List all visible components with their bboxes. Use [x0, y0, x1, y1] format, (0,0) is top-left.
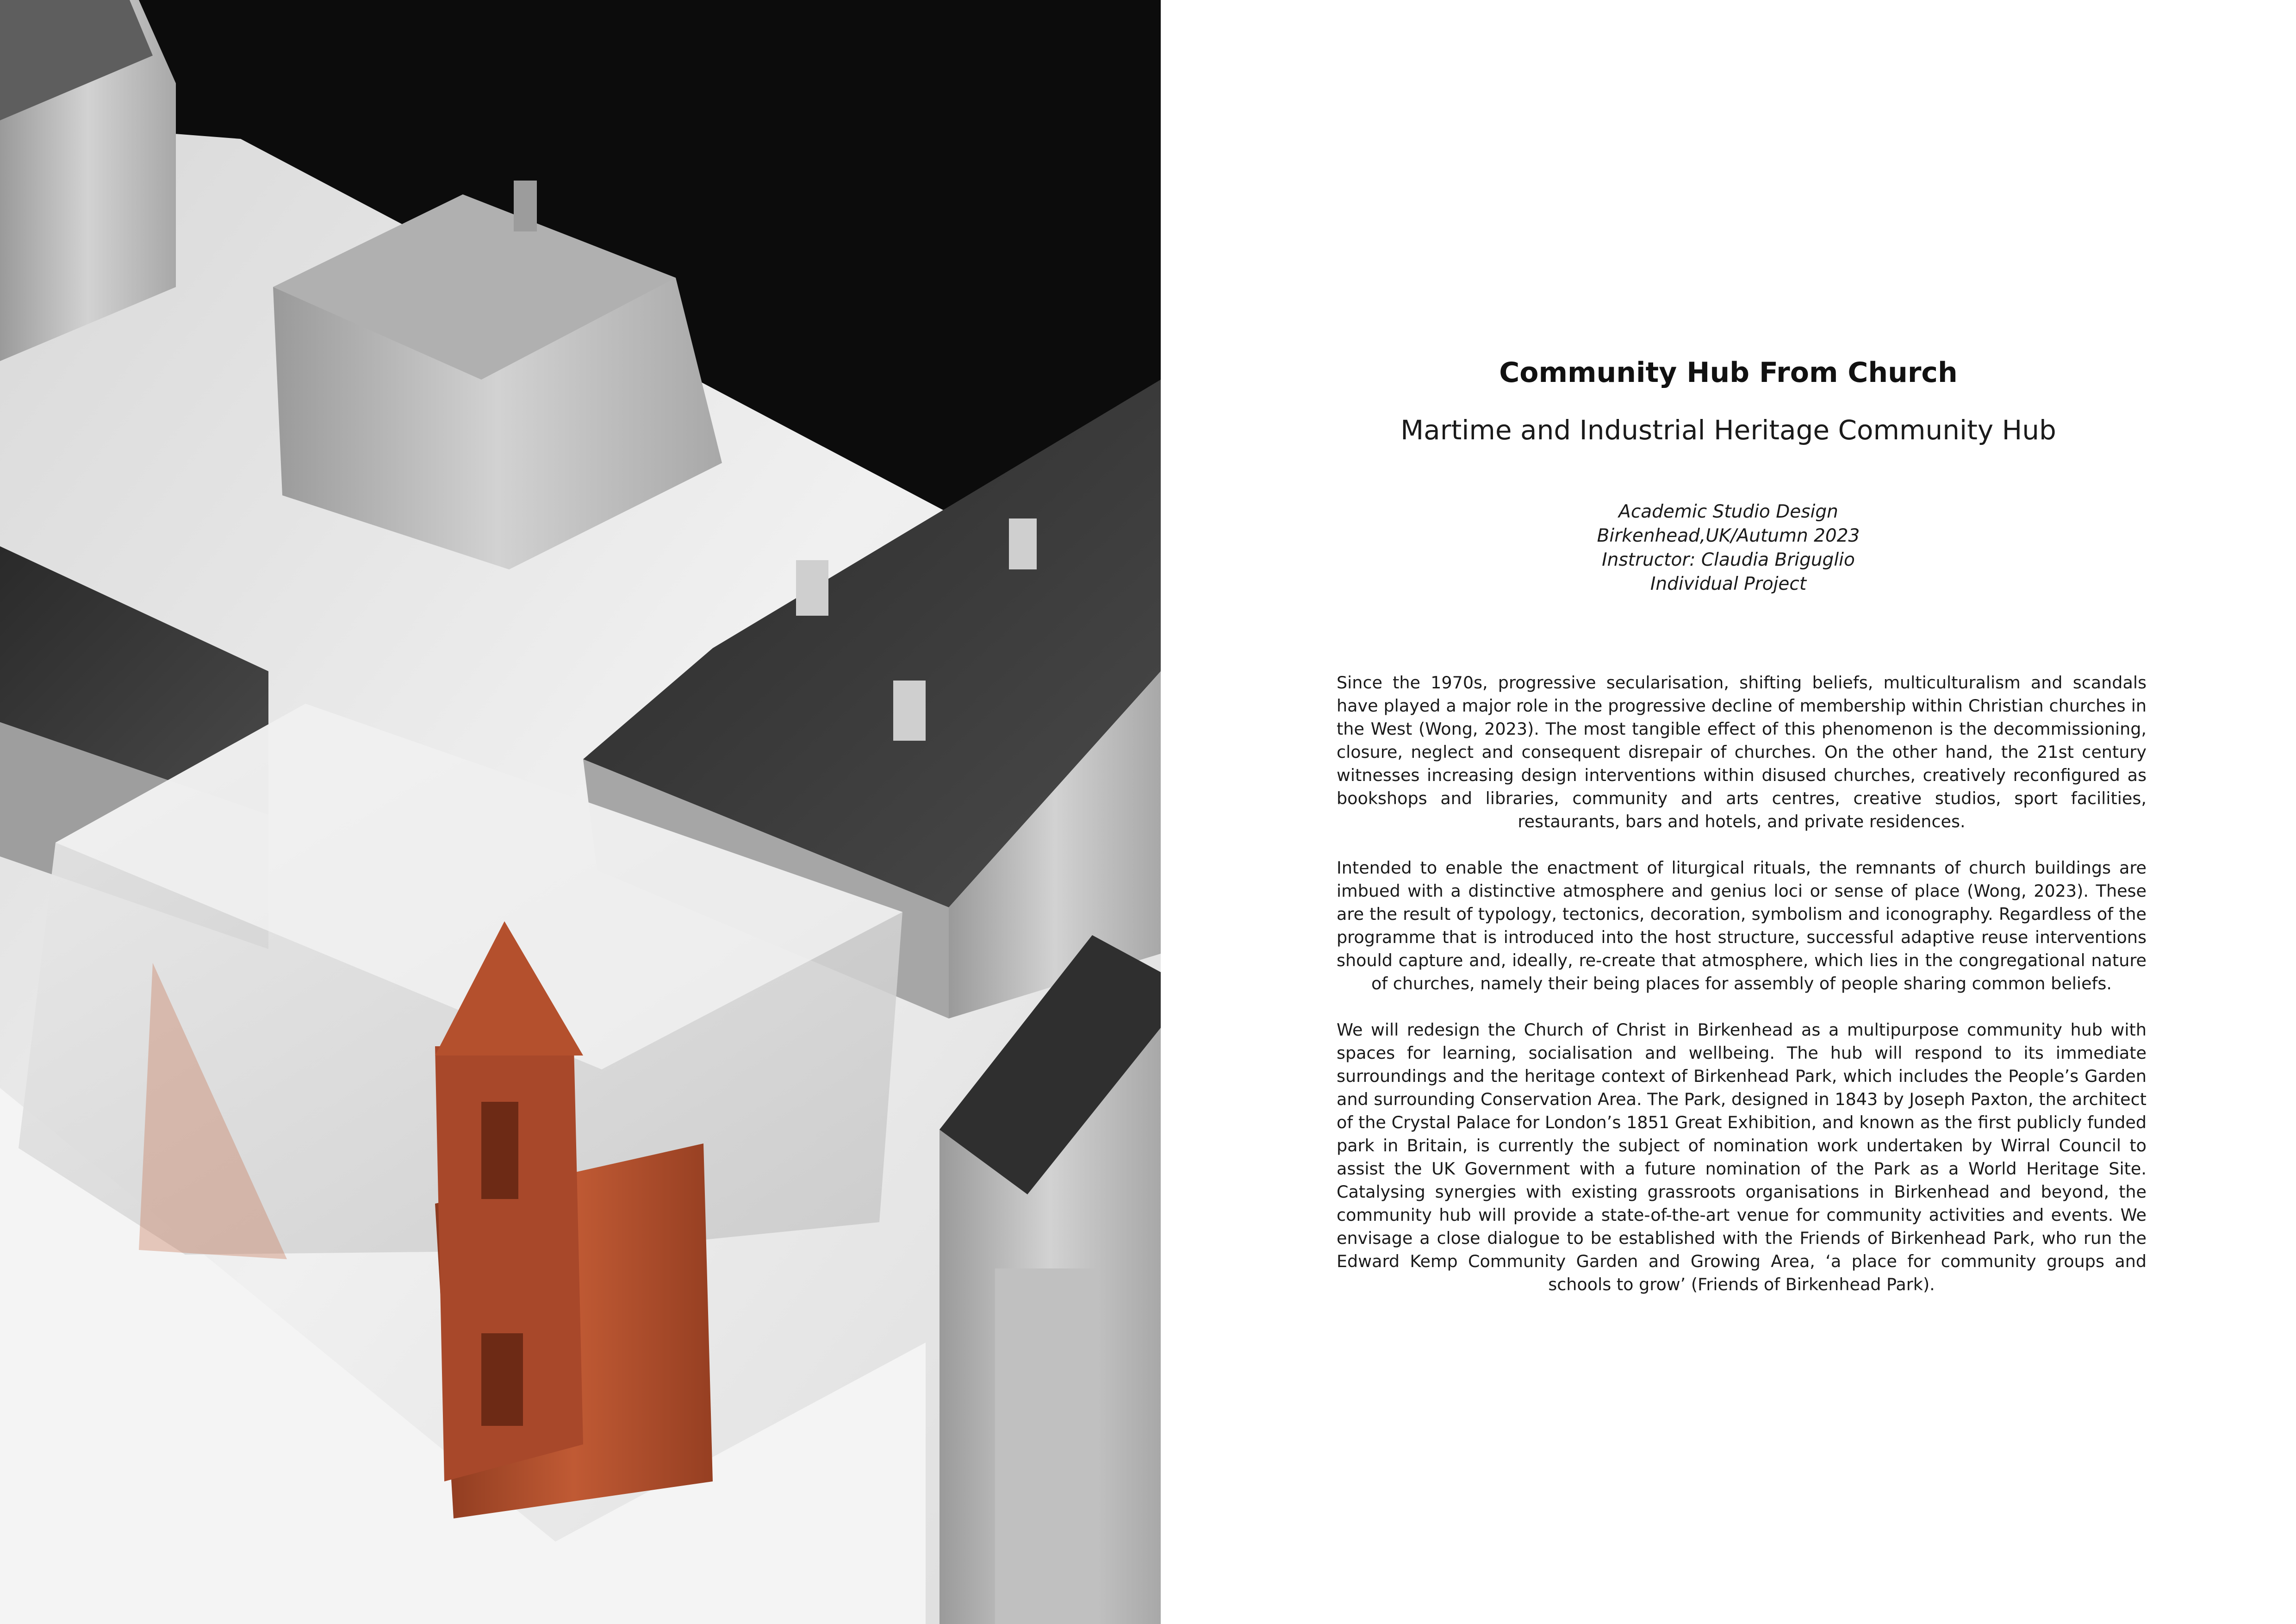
building-bottom-right-bay — [995, 1268, 1097, 1624]
body-text — [1337, 671, 2147, 1319]
project-meta — [1161, 500, 2296, 596]
church-door — [481, 1333, 523, 1426]
chimney-1 — [796, 560, 828, 616]
text-panel — [1161, 0, 2296, 1624]
meta-location-date: Birkenhead,UK/Autumn 2023 — [1597, 525, 1860, 546]
meta-studio: Academic Studio Design — [1618, 501, 1838, 522]
page-title: Community Hub From Church — [1499, 356, 1958, 389]
chimney-3 — [1009, 518, 1037, 569]
page-subtitle: Martime and Industrial Heritage Community Hub — [1400, 414, 2056, 446]
paragraph-2: Intended to enable the enactment of liturgical rituals, the remnants of church buildings are imbued with a distinctive atmosphere and genius loci or sense of place (Wong, 2023). These are the result of typology, tectonics, decoration, symbolism and iconography. Regardless of the programme that is introduced into the host structure, successful adaptive reuse interventions should capture and, ideally, re-create that atmosphere, which lies in the congregational nature of churches, namely their being places for assembly of people sharing common beliefs. — [1337, 858, 2147, 993]
chimney-2 — [893, 681, 926, 741]
paragraph-3: We will redesign the Church of Christ in Birkenhead as a multipurpose community hub with spaces for learning, socialisation and wellbeing. The hub will respond to its immediate surroundings and the heritage context of Birkenhead Park, which includes the People’s Garden and surrounding Conservation Area. The Park, designed in 1843 by Joseph Paxton, the architect of the Crystal Palace for London’s 1851 Great Exhibition, and known as the first publicly funded park in Britain, is currently the subject of nomination work undertaken by Wirral Council to assist the UK Government with a future nomination of the Park as a World Heritage Site. Catalysing synergies with existing grassroots organisations in Birkenhead and beyond, the community hub will provide a state-of-the-art venue for community activities and events. We envisage a close dialogue to be established with the Friends of Birkenhead Park, who run the Edward Kemp Community Garden and Growing Area, ‘a place for community groups and schools to grow’ (Friends of Birkenhead Park). — [1337, 1020, 2147, 1294]
meta-project-type: Individual Project — [1650, 574, 1807, 594]
church-tower-window — [481, 1102, 518, 1199]
chimney-top-center — [514, 181, 537, 231]
paragraph-1: Since the 1970s, progressive secularisation, shifting beliefs, multiculturalism and scandals have played a major role in the progressive decline of membership within Christian churches in the West (Wong, 2023). The most tangible effect of this phenomenon is the decommissioning, closure, neglect and consequent disrepair of churches. On the other hand, the 21st century witnesses increasing design interventions within disused churches, creatively reconfigured as bookshops and libraries, community and arts centres, creative studios, sport facilities, restaurants, bars and hotels, and private residences. — [1337, 673, 2147, 831]
meta-instructor: Instructor: Claudia Briguglio — [1602, 550, 1855, 570]
